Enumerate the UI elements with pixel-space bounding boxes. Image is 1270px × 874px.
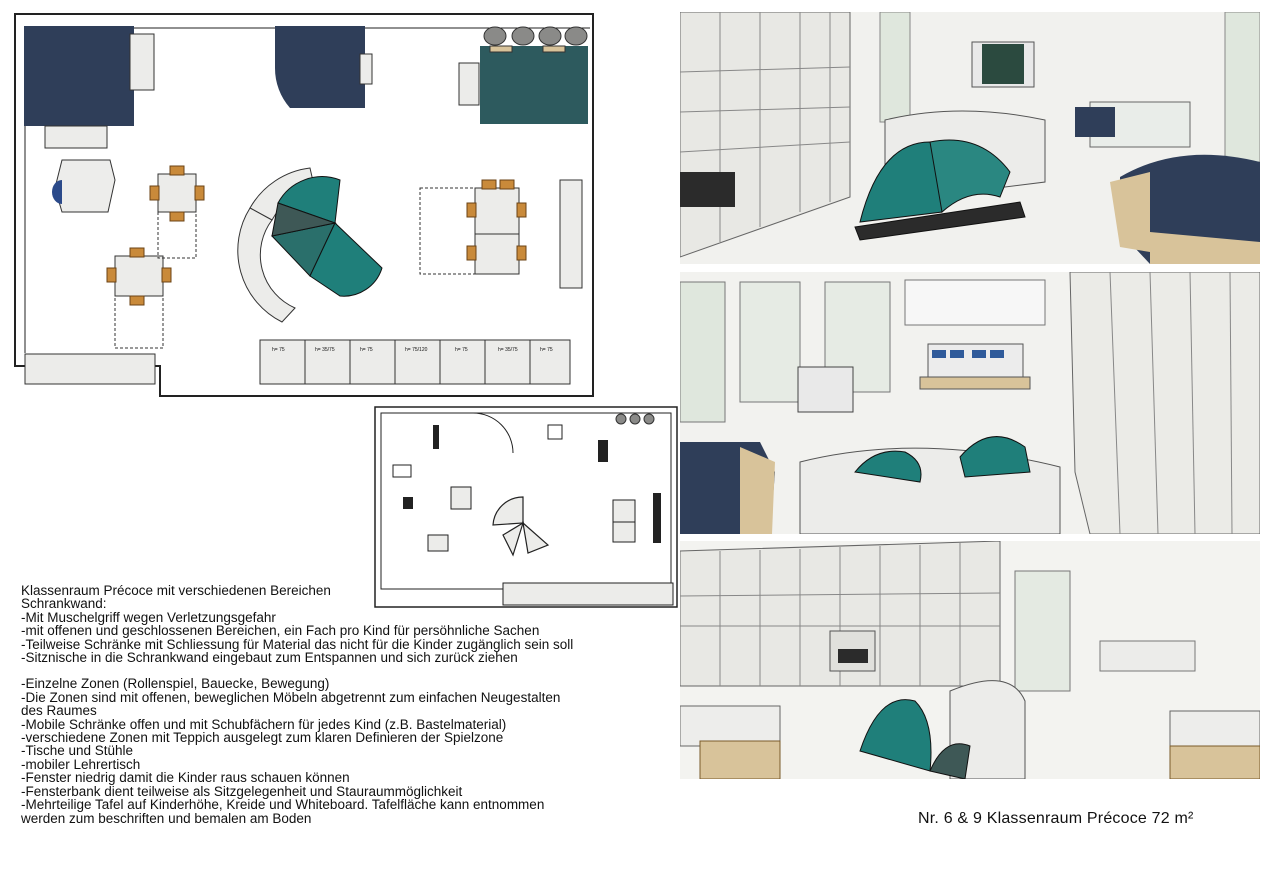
description-line: -Einzelne Zonen (Rollenspiel, Bauecke, Bewegung) [21, 676, 330, 692]
description-line: -mobiler Lehrertisch [21, 756, 141, 772]
carpet-navy-center [275, 26, 365, 108]
description-line: Schrankwand: [21, 596, 107, 612]
rendering-view-middle [680, 272, 1260, 534]
cabinet-label-1: h= 75 [272, 347, 285, 353]
description-line: des Raumes [21, 703, 97, 719]
rendering-view-top [680, 12, 1260, 264]
floor-plan-large-drawing [10, 8, 595, 400]
description-line: -Sitznische in die Schrankwand eingebaut zum Entspannen und sich zurück ziehen [21, 650, 518, 666]
description-line: -mit offenen und geschlossenen Bereichen, ein Fach pro Kind für persöhnliche Sachen [21, 623, 540, 639]
cabinet-label-6: h= 35/75 [498, 347, 518, 353]
teacher-table [55, 160, 115, 212]
description-line: -verschiedene Zonen mit Teppich ausgelegt zum klaren Definieren der Spielzone [21, 730, 504, 746]
description-line: -Mehrteilige Tafel auf Kinderhöhe, Kreide und Whiteboard. Tafelfläche kann entnommen [21, 797, 545, 813]
floor-plan-small-drawing [373, 405, 681, 611]
cabinet-label-3: h= 75 [360, 347, 373, 353]
cabinet-label-4: h= 75/120 [405, 347, 428, 353]
rendering-view-middle-drawing [680, 272, 1260, 534]
description-line: -Mit Muschelgriff wegen Verletzungsgefahr [21, 609, 276, 625]
floor-plan-small [373, 405, 681, 611]
description-line: -Fenster niedrig damit die Kinder raus schauen können [21, 770, 350, 786]
description-line: -Die Zonen sind mit offenen, beweglichen Möbeln abgetrennt zum einfachen Neugestalten [21, 689, 561, 705]
rendering-view-bottom-drawing [680, 541, 1260, 779]
description-line: Klassenraum Précoce mit verschiedenen Bereichen [21, 583, 331, 598]
floor-plan-large [10, 8, 595, 400]
cabinet-label-7: h= 75 [540, 347, 553, 353]
description-line: werden zum beschriften und bemalen am Boden [21, 810, 312, 826]
description-line: -Tische und Stühle [21, 743, 134, 759]
description-line: -Mobile Schränke offen und mit Schubfächern für jedes Kind (z.B. Bastelmaterial) [21, 716, 507, 732]
carpet-navy-left [24, 26, 134, 126]
rendering-view-top-drawing [680, 12, 1260, 264]
cabinet-label-5: h= 75 [455, 347, 468, 353]
carpet-teal-right [480, 46, 588, 124]
caption: Nr. 6 & 9 Klassenraum Précoce 72 m² [918, 810, 1194, 827]
rendering-view-bottom [680, 541, 1260, 779]
description-line: -Fensterbank dient teilweise als Sitzgelegenheit und Stauraummöglichkeit [21, 783, 463, 799]
description-line: -Teilweise Schränke mit Schliessung für Material das nicht für die Kinder zugänglich sein soll [21, 636, 574, 652]
description-text [21, 584, 661, 825]
cabinet-label-2: h= 35/75 [315, 347, 335, 353]
